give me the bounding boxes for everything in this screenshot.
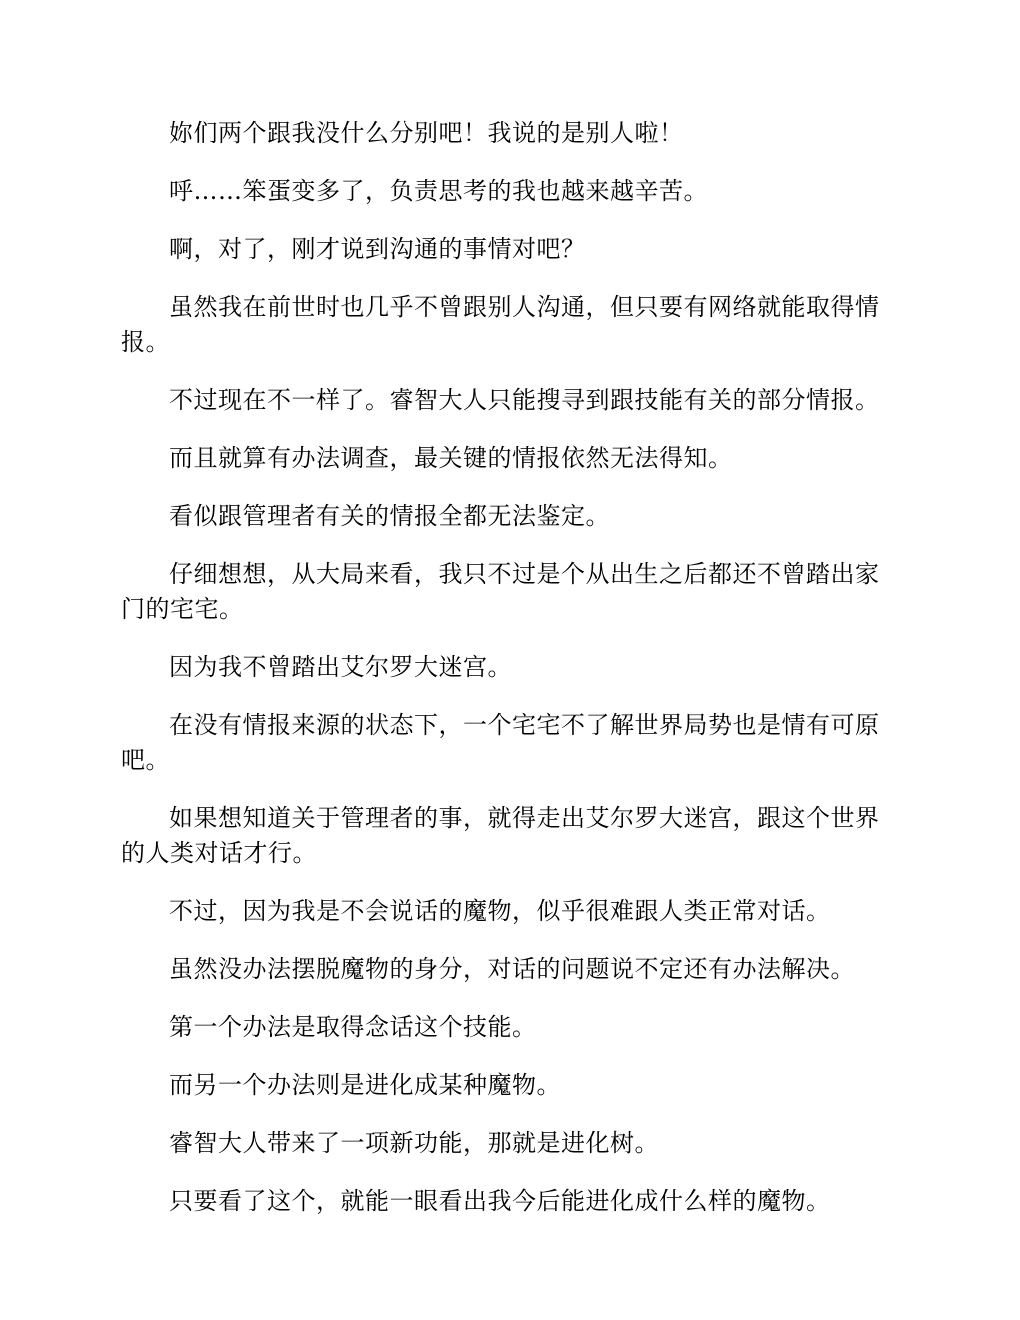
paragraph: 呼……笨蛋变多了，负责思考的我也越来越辛苦。 — [169, 177, 708, 205]
paragraph: 睿智大人带来了一项新功能，那就是进化树。 — [169, 1129, 659, 1157]
paragraph: 啊，对了，刚才说到沟通的事情对吧？ — [169, 235, 586, 263]
paragraph: 只要看了这个，就能一眼看出我今后能进化成什么样的魔物。 — [169, 1187, 831, 1215]
document-body — [121, 116, 900, 1242]
paragraph: 虽然我在前世时也几乎不曾跟别人沟通，但只要有网络就能取得情报。 — [121, 293, 880, 356]
paragraph: 而另一个办法则是进化成某种魔物。 — [169, 1071, 561, 1099]
paragraph: 看似跟管理者有关的情报全都无法鉴定。 — [169, 502, 610, 530]
paragraph: 不过现在不一样了。睿智大人只能搜寻到跟技能有关的部分情报。 — [169, 386, 880, 414]
paragraph: 第一个办法是取得念话这个技能。 — [169, 1013, 537, 1041]
paragraph: 虽然没办法摆脱魔物的身分，对话的问题说不定还有办法解决。 — [169, 955, 855, 983]
paragraph: 因为我不曾踏出艾尔罗大迷宫。 — [169, 653, 512, 681]
paragraph: 妳们两个跟我没什么分别吧！我说的是别人啦！ — [169, 119, 684, 147]
paragraph: 仔细想想，从大局来看，我只不过是个从出生之后都还不曾踏出家门的宅宅。 — [121, 560, 880, 623]
paragraph: 而且就算有办法调查，最关键的情报依然无法得知。 — [169, 444, 733, 472]
paragraph: 如果想知道关于管理者的事，就得走出艾尔罗大迷宫，跟这个世界的人类对话才行。 — [121, 804, 880, 867]
paragraph: 在没有情报来源的状态下，一个宅宅不了解世界局势也是情有可原吧。 — [121, 711, 880, 774]
paragraph: 不过，因为我是不会说话的魔物，似乎很难跟人类正常对话。 — [169, 897, 831, 925]
